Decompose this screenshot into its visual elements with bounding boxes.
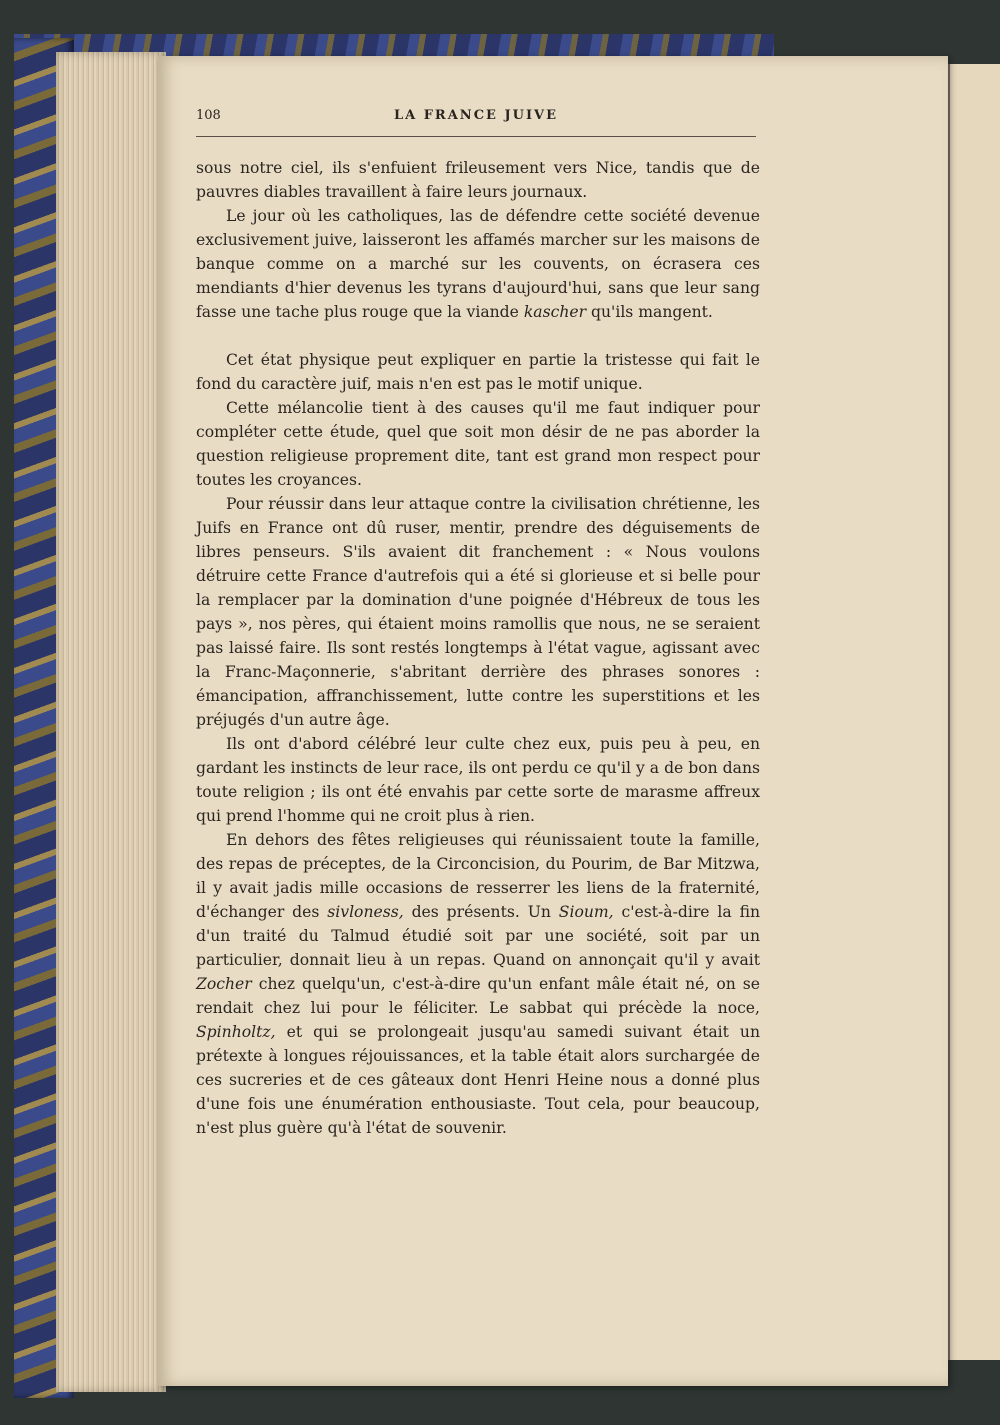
text-run: qu'ils mangent. (586, 303, 713, 321)
text-run: et qui se prolongeait jusqu'au samedi suivant était un prétexte à longues réjouissances, et la table était alors surchargée de ces sucreries et de ces gâteaux dont Henri Heine nous a donné plus d'une fois une énumération enthousiaste. Tout cela, pour beaucoup, n'est plus guère qu'à l'état de souvenir. (196, 1023, 760, 1137)
page-number: 108 (196, 108, 221, 123)
paragraph (196, 732, 760, 828)
page-edges-right (944, 64, 1000, 1360)
text-run: En dehors des fêtes religieuses qui réunissaient toute la famille, des repas de préceptes, de la Circoncision, du Pourim, de Bar Mitzwa, il y avait jadis mille occasions de resserrer les liens de la fraternité, d'échanger des (196, 831, 760, 921)
text-run: Le jour où les catholiques, las de défendre cette société devenue exclusivement juive, laisseront les affamés marcher sur les maisons de banque comme on a marché sur les couvents, on écrasera ces mendiants d'hier devenus les tyrans d'aujourd'hui, sans que leur sang fasse une tache plus rouge que la viande (196, 207, 760, 321)
body-text (196, 156, 760, 1140)
header-rule (196, 136, 756, 137)
text-run: c'est-à-dire la fin d'un traité du Talmud étudié soit par une société, soit par un particulier, donnait lieu à un repas. Quand on annonçait qu'il y avait (196, 903, 761, 969)
running-header (196, 108, 756, 132)
italic-term: sivloness, (327, 903, 404, 921)
page-edges-left (56, 52, 166, 1392)
italic-term: Sioum, (558, 903, 614, 921)
text-run: Pour réussir dans leur attaque contre la civilisation chrétienne, les Juifs en France ont dû ruser, mentir, prendre des déguisements de libres penseurs. S'ils avaient dit franchement : « Nous voulons détruire cette France d'autrefois qui a été si glorieuse et si belle pour la remplacer par la domination d'une poignée d'Hébreux de tous les pays », nos pères, qui étaient moins ramollis que nous, ne se seraient pas laissé faire. Ils sont restés longtemps à l'état vague, agissant avec la Franc-Maçonnerie, s'abritant derrière des phrases sonores : émancipation, affranchissement, lutte contre les superstitions et les préjugés d'un autre âge. (196, 495, 760, 729)
running-title: LA FRANCE JUIVE (393, 108, 559, 123)
text-run: sous notre ciel, ils s'enfuient frileusement vers Nice, tandis que de pauvres diables travaillent à faire leurs journaux. (196, 159, 760, 201)
text-run: Cet état physique peut expliquer en partie la tristesse qui fait le fond du caractère juif, mais n'en est pas le motif unique. (196, 351, 760, 393)
text-run: des présents. Un (403, 903, 559, 921)
paragraph (196, 348, 760, 396)
italic-term: Zocher (196, 975, 252, 993)
paragraph (196, 156, 760, 204)
paragraph (196, 828, 760, 1140)
italic-term: kascher (523, 303, 587, 321)
paragraph (196, 492, 760, 732)
paragraph (196, 396, 760, 492)
text-run: Ils ont d'abord célébré leur culte chez eux, puis peu à peu, en gardant les instincts de leur race, ils ont perdu ce qu'il y a de bon dans toute religion ; ils ont été envahis par cette sorte de marasme affreux qui prend l'homme qui ne croit plus à rien. (196, 735, 760, 825)
paragraph (196, 204, 760, 324)
italic-term: Spinholtz, (196, 1023, 276, 1041)
text-run: chez quelqu'un, c'est-à-dire qu'un enfant mâle était né, on se rendait chez lui pour le féliciter. Le sabbat qui précède la noce, (196, 975, 760, 1017)
section-break (196, 324, 760, 348)
text-run: Cette mélancolie tient à des causes qu'il me faut indiquer pour compléter cette étude, quel que soit mon désir de ne pas aborder la question religieuse proprement dite, tant est grand mon respect pour toutes les croyances. (196, 399, 760, 489)
